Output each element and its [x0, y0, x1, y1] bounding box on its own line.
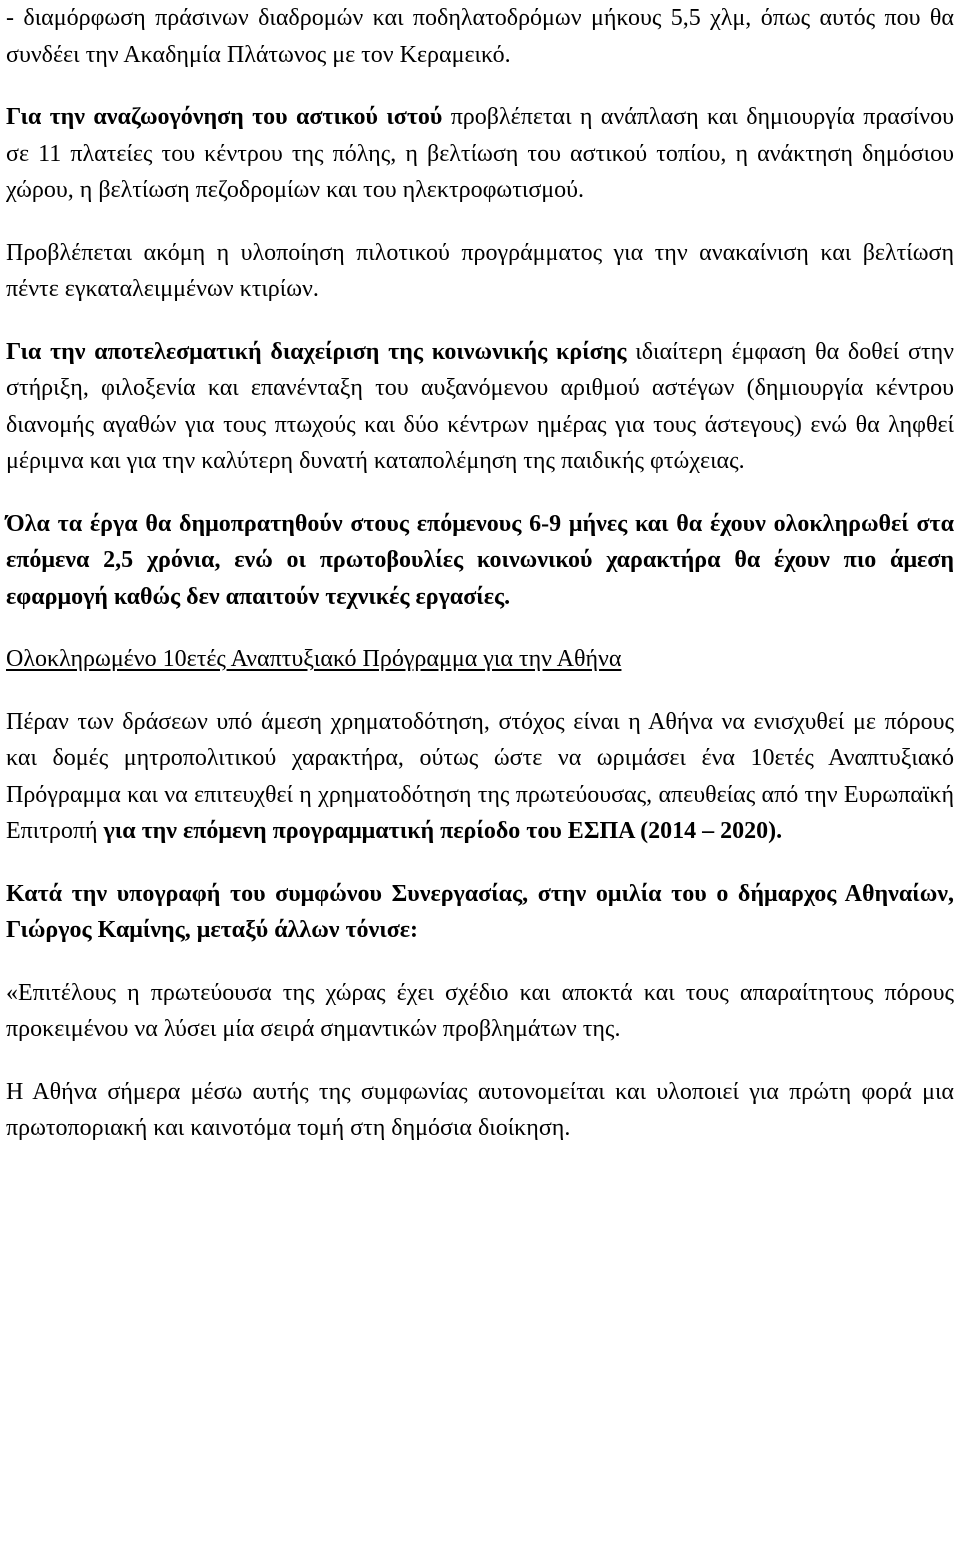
paragraph-text: - διαμόρφωση πράσινων διαδρομών και ποδηλατοδρόμων μήκους 5,5 χλμ, όπως αυτός που θα συνδέει την Ακαδημία Πλάτωνος με τον Κεραμεικό. [6, 5, 954, 68]
paragraph-bold-text: Κατά την υπογραφή του συμφώνου Συνεργασίας, στην ομιλία του ο δήμαρχος Αθηναίων, Γιώργος Καμίνης, μεταξύ άλλων τόνισε: [6, 880, 954, 943]
paragraph-urban-regeneration [6, 99, 954, 209]
paragraph-green-routes [6, 0, 954, 73]
paragraph-mayor-intro [6, 876, 954, 949]
section-heading [6, 641, 954, 678]
paragraph-text: Πέραν των δράσεων υπό άμεση χρηματοδότηση, στόχος είναι η Αθήνα να ενισχυθεί με πόρους και δομές μητροπολιτικού χαρακτήρα, ούτως ώστε να ωριμάσει ένα 10ετές Αναπτυξιακό Πρόγραμμα και να επιτευχθεί η χρηματοδότηση της πρωτεύουσας, απευθείας από την Ευρωπαϊκή Επιτροπή [6, 708, 954, 844]
paragraph-development-program [6, 704, 954, 850]
paragraph-bold-lead: Για την αναζωογόνηση του αστικού ιστού [6, 104, 443, 130]
paragraph-text: Η Αθήνα σήμερα μέσω αυτής της συμφωνίας αυτονομείται και υλοποιεί για πρώτη φορά μια πρωτοποριακή και καινοτόμα τομή στη δημόσια διοίκηση. [6, 1078, 954, 1141]
paragraph-quote-2 [6, 1074, 954, 1147]
paragraph-bold-lead: Για την αποτελεσματική διαχείριση της κοινωνικής κρίσης [6, 338, 627, 365]
paragraph-text: «Επιτέλους η πρωτεύουσα της χώρας έχει σχέδιο και αποκτά και τους απαραίτητους πόρους προκειμένου να λύσει μία σειρά σημαντικών προβλημάτων της. [6, 979, 954, 1042]
paragraph-works-timeline [6, 506, 954, 616]
section-heading-text: Ολοκληρωμένο 10ετές Αναπτυξιακό Πρόγραμμα για την Αθήνα [6, 646, 622, 672]
paragraph-bold-tail: για την επόμενη προγραμματική περίοδο του ΕΣΠΑ (2014 – 2020). [103, 818, 783, 844]
paragraph-social-crisis [6, 334, 954, 480]
document-page [6, 0, 954, 1147]
paragraph-text: ιδιαίτερη έμφαση θα δοθεί στην στήριξη, φιλοξενία και επανένταξη του αυξανόμενου αριθμού αστέγων (δημιουργία κέντρου διανομής αγαθών για τους πτωχούς και δύο κέντρων ημέρας για τους άστεγους) ενώ θα ληφθεί μέριμνα και για την καλύτερη δυνατή καταπολέμηση της παιδικής φτώχειας. [6, 338, 954, 474]
paragraph-quote-1 [6, 975, 954, 1048]
paragraph-text: Προβλέπεται ακόμη η υλοποίηση πιλοτικού προγράμματος για την ανακαίνιση και βελτίωση πέντε εγκαταλειμμένων κτιρίων. [6, 239, 954, 302]
paragraph-pilot-program [6, 235, 954, 308]
paragraph-text: προβλέπεται η ανάπλαση και δημιουργία πρασίνου σε 11 πλατείες του κέντρου της πόλης, η βελτίωση του αστικού τοπίου, η ανάκτηση δημόσιου χώρου, η βελτίωση πεζοδρομίων και του ηλεκτροφωτισμού. [6, 104, 955, 203]
paragraph-bold-text: Όλα τα έργα θα δημοπρατηθούν στους επόμενους 6-9 μήνες και θα έχουν ολοκληρωθεί στα επόμενα 2,5 χρόνια, ενώ οι πρωτοβουλίες κοινωνικού χαρακτήρα θα έχουν πιο άμεση εφαρμογή καθώς δεν απαιτούν τεχνικές εργασίες. [6, 510, 954, 610]
